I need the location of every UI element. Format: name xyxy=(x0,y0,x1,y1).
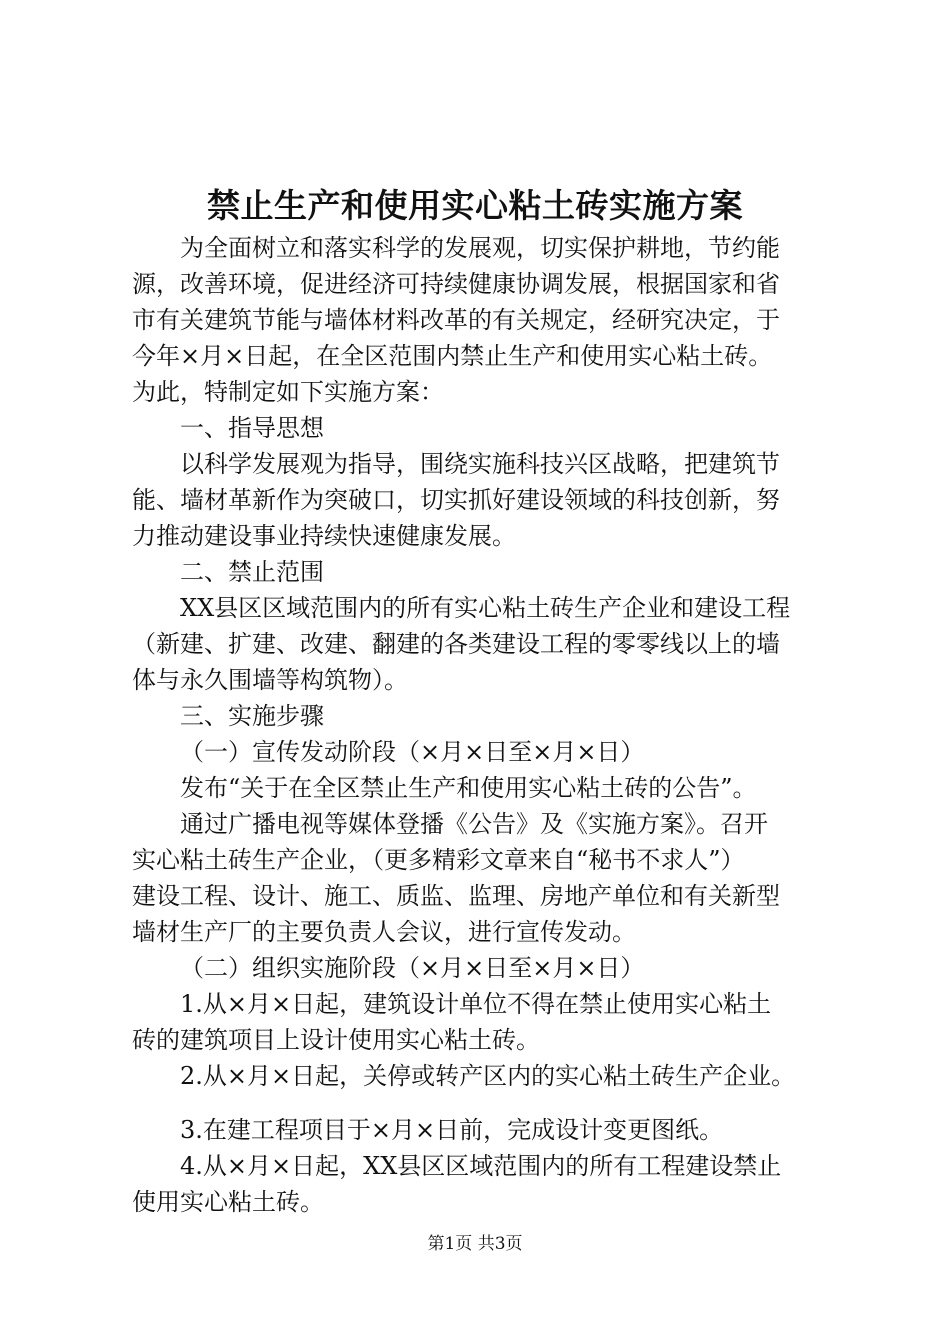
list-item: 4.从×月×日起，XX县区区域范围内的所有工程建设禁止 xyxy=(180,1152,782,1180)
section-heading: 三、实施步骤 xyxy=(180,702,324,730)
paragraph-line: 力推动建设事业持续快速健康发展。 xyxy=(132,522,516,550)
subsection-heading: （二）组织实施阶段（×月×日至×月×日） xyxy=(180,954,645,982)
paragraph-line: 为全面树立和落实科学的发展观，切实保护耕地，节约能 xyxy=(180,234,780,262)
paragraph-line: 发布“关于在全区禁止生产和使用实心粘土砖的公告”。 xyxy=(180,774,757,802)
subsection-heading: （一）宣传发动阶段（×月×日至×月×日） xyxy=(180,738,645,766)
list-item: 1.从×月×日起，建筑设计单位不得在禁止使用实心粘土 xyxy=(180,990,772,1018)
paragraph-line: 实心粘土砖生产企业，（更多精彩文章来自“秘书不求人”） xyxy=(132,846,745,874)
list-item: 3.在建工程项目于×月×日前，完成设计变更图纸。 xyxy=(180,1116,724,1144)
section-heading: 一、指导思想 xyxy=(180,414,324,442)
paragraph-line: （新建、扩建、改建、翻建的各类建设工程的零零线以上的墙 xyxy=(132,630,780,658)
paragraph-line: 体与永久围墙等构筑物）。 xyxy=(132,666,408,694)
paragraph-line: 市有关建筑节能与墙体材料改革的有关规定，经研究决定，于 xyxy=(132,306,780,334)
paragraph-line: XX县区区域范围内的所有实心粘土砖生产企业和建设工程 xyxy=(180,594,791,622)
paragraph-line: 今年×月×日起，在全区范围内禁止生产和使用实心粘土砖。 xyxy=(132,342,773,370)
paragraph-line: 墙材生产厂的主要负责人会议，进行宣传发动。 xyxy=(132,918,636,946)
paragraph-line: 砖的建筑项目上设计使用实心粘土砖。 xyxy=(132,1026,540,1054)
document-title: 禁止生产和使用实心粘土砖实施方案 xyxy=(207,186,743,225)
paragraph-line: 源，改善环境，促进经济可持续健康协调发展，根据国家和省 xyxy=(132,270,780,298)
paragraph-line: 能、墙材革新作为突破口，切实抓好建设领域的科技创新，努 xyxy=(132,486,780,514)
paragraph-line: 建设工程、设计、施工、质监、监理、房地产单位和有关新型 xyxy=(132,882,780,910)
page-footer: 第1页 共3页 xyxy=(427,1234,523,1254)
paragraph-line: 为此，特制定如下实施方案： xyxy=(132,378,444,406)
paragraph-line: 以科学发展观为指导，围绕实施科技兴区战略，把建筑节 xyxy=(180,450,780,478)
paragraph-line: 通过广播电视等媒体登播《公告》及《实施方案》。召开 xyxy=(180,810,768,838)
list-item: 2.从×月×日起，关停或转产区内的实心粘土砖生产企业。 xyxy=(180,1062,796,1090)
paragraph-line: 使用实心粘土砖。 xyxy=(132,1188,324,1216)
section-heading: 二、禁止范围 xyxy=(180,558,324,586)
